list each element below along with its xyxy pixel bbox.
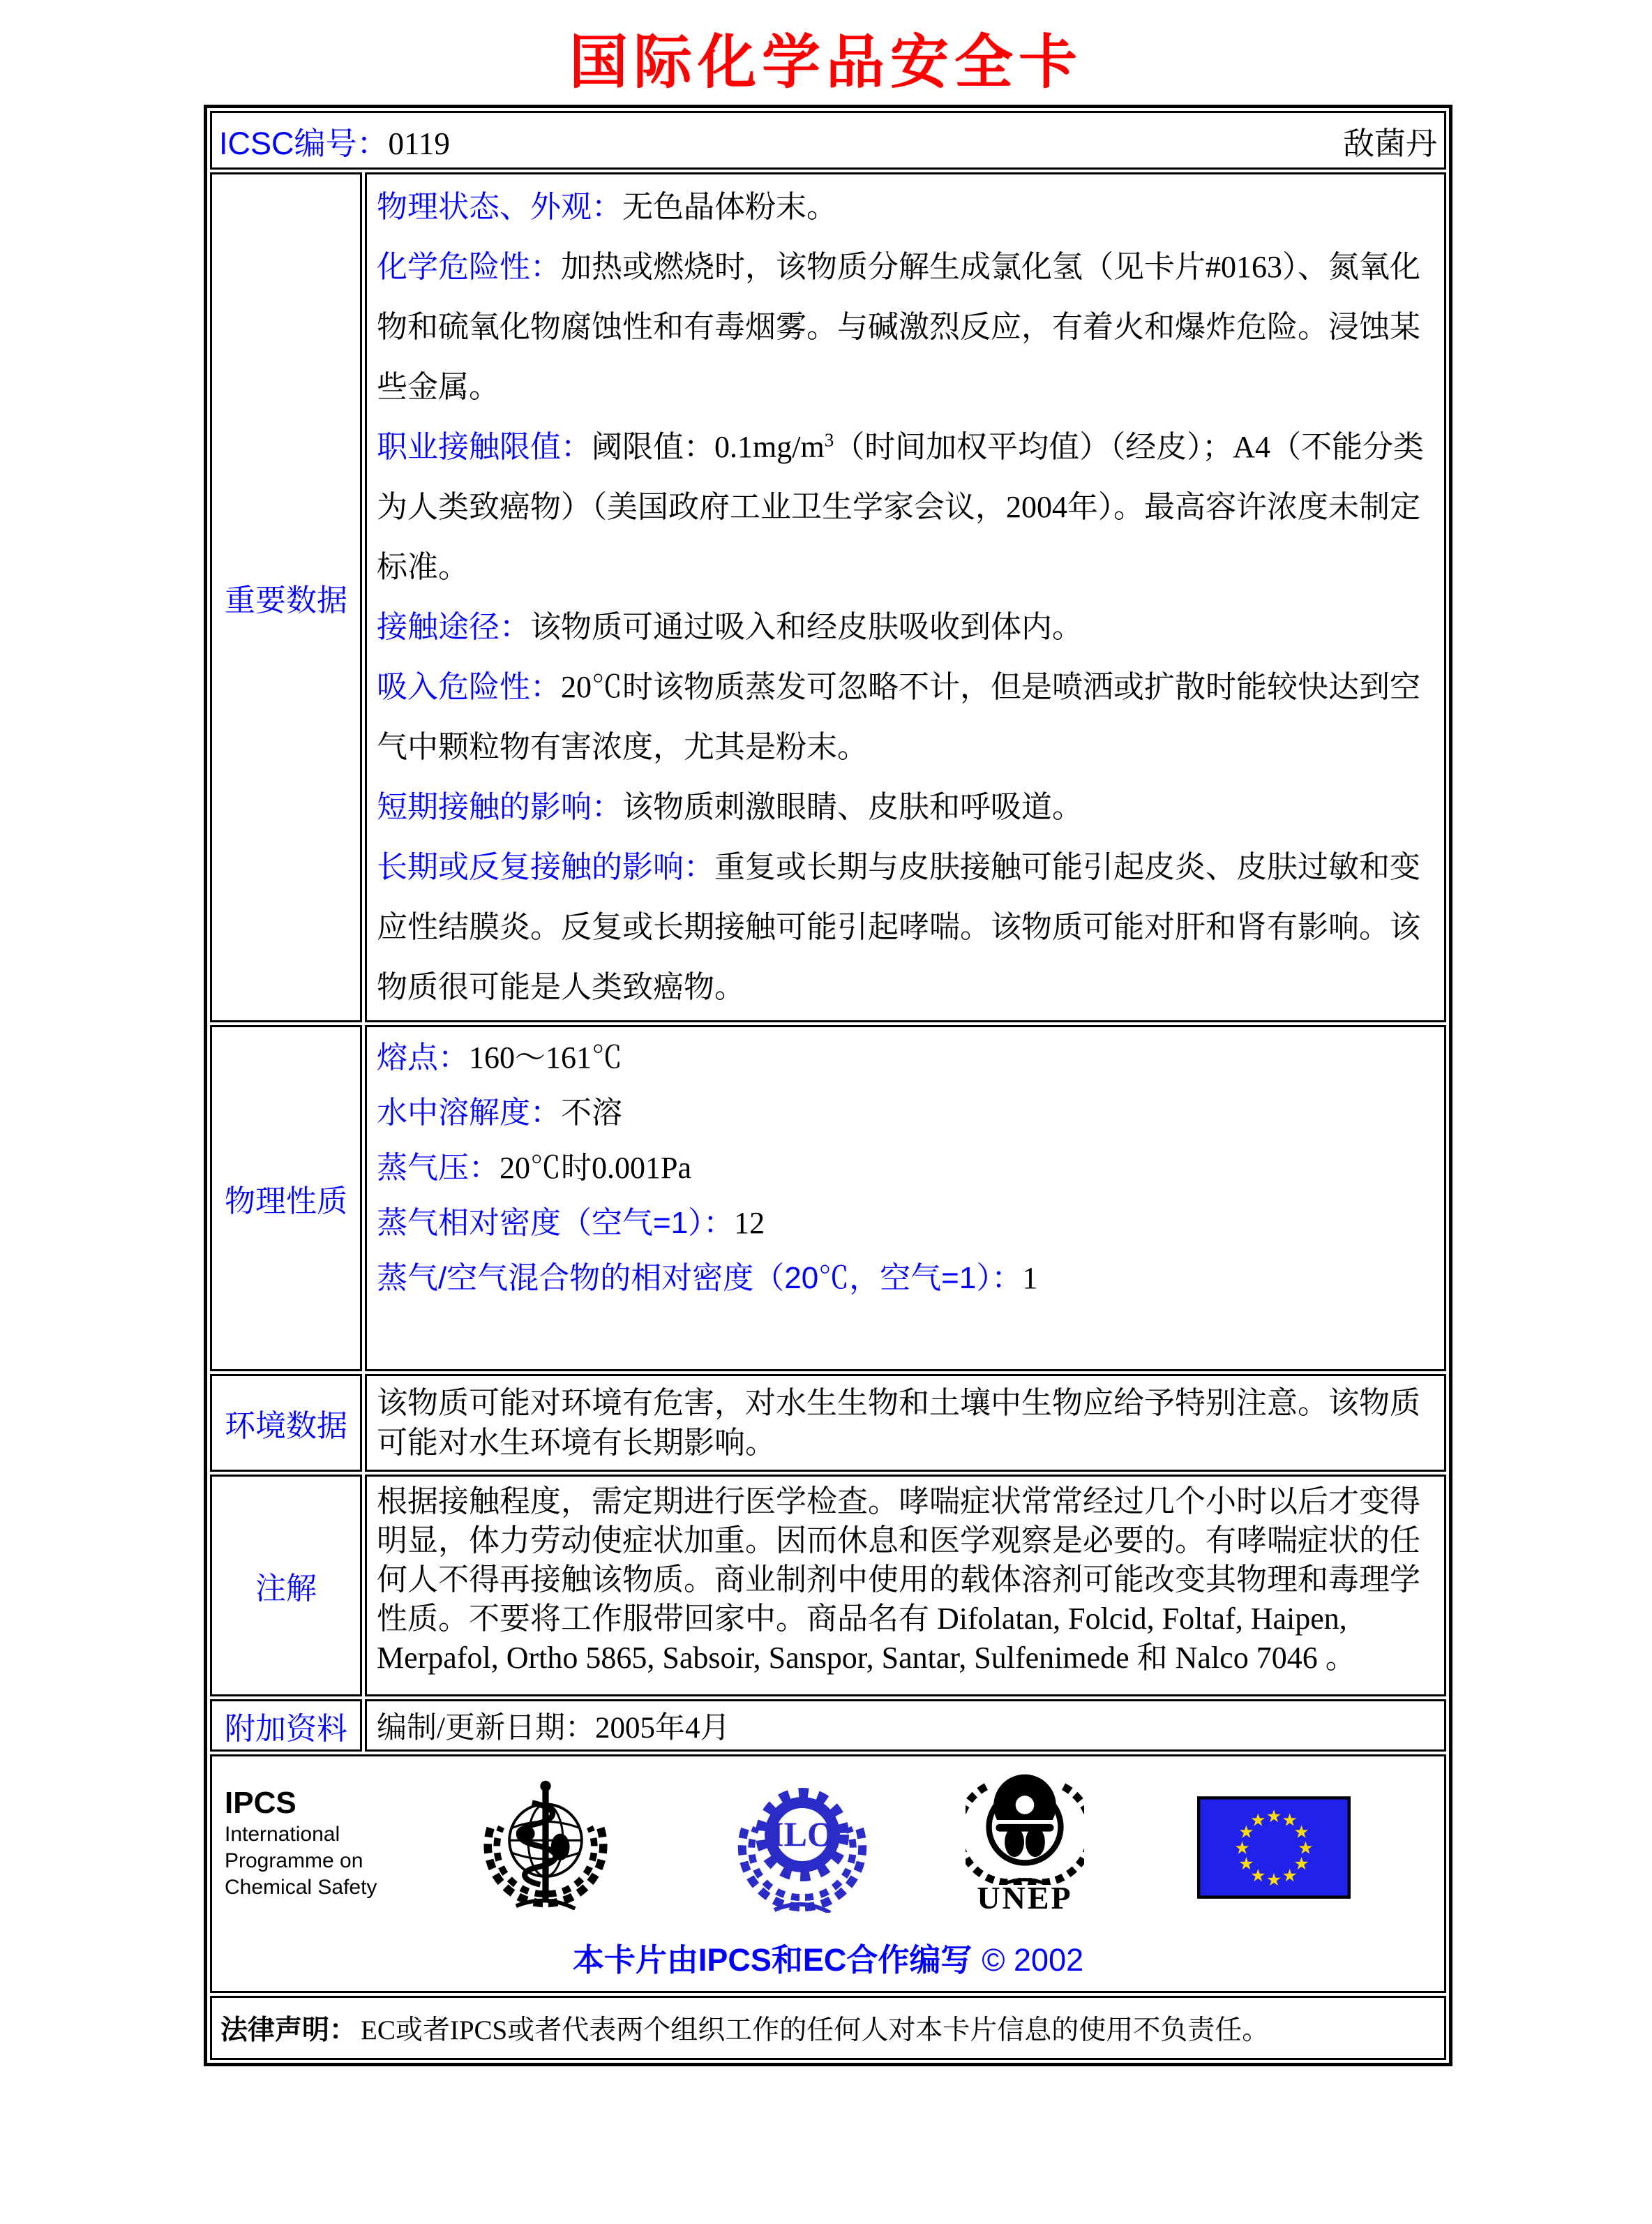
important-data-row-label: 重要数据 <box>210 172 362 1022</box>
melting-point-line: 熔点：160～161℃ <box>377 1040 622 1075</box>
exposure-routes-paragraph: 接触途径：该物质可通过吸入和经皮肤吸收到体内。 <box>377 610 1083 644</box>
ipcs-line-1: International <box>225 1822 340 1846</box>
inhalation-risk-paragraph: 吸入危险性：20℃时该物质蒸发可忽略不计，但是喷洒或扩散时能较快达到空气中颗粒物有害浓度，尤其是粉末。 <box>377 670 1420 764</box>
notes-row <box>210 1475 1446 1696</box>
chemical-name: 敌菌丹 <box>1342 126 1437 161</box>
icsc-number-group <box>219 118 450 163</box>
unep-caption: UNEP <box>977 1880 1073 1916</box>
svg-text:★: ★ <box>1238 1821 1254 1842</box>
superscript-3: 3 <box>824 429 834 451</box>
icsc-number-value: 0119 <box>388 126 450 161</box>
field-label: 短期接触的影响： <box>377 790 622 824</box>
field-label: 长期或反复接触的影响： <box>377 850 714 884</box>
eu-flag-slot <box>1197 1796 1351 1899</box>
svg-text:★: ★ <box>1293 1853 1309 1874</box>
svg-text:★: ★ <box>1266 1805 1282 1826</box>
legal-label: 法律声明： <box>220 2015 357 2045</box>
eu-flag-icon <box>1197 1796 1351 1899</box>
notes-content: 根据接触程度，需定期进行医学检查。哮喘症状常常经过几个小时以后才变得明显，体力劳动使症状加重。因而休息和医学观察是必要的。有哮喘症状的任何人不得再接触该物质。商业制剂中使用的载体溶剂可能改变其物理和毒理学性质。不要将工作服带回家中。商品名有 Difolatan, Folcid, Foltaf, Haipen, Merpafol, Ortho 5865, Sabsoir, Sanspor, Santar, Sulfenimede 和 Nalco 7046 。 <box>365 1475 1446 1696</box>
important-data-content <box>365 172 1446 1022</box>
physical-properties-content <box>365 1025 1446 1371</box>
icsc-number-label: ICSC编号： <box>219 125 389 161</box>
page-title: 国际化学品安全卡 <box>569 29 1083 95</box>
credit-text: 本卡片由IPCS和EC合作编写 <box>572 1942 973 1978</box>
ipcs-acronym: IPCS <box>225 1785 296 1820</box>
field-label: 蒸气压： <box>377 1151 500 1185</box>
logos-row <box>210 1754 1446 1993</box>
field-label: 吸入危险性： <box>377 670 561 704</box>
svg-text:★: ★ <box>1250 1809 1266 1830</box>
who-logo-slot <box>479 1776 613 1910</box>
occupational-exposure-paragraph: 职业接触限值：阈限值：$0.1mg/m^3$（时间加权平均值）（经皮）；A4（不能分类为人类致癌物）（美国政府工业卫生学家会议，2004年）。最高容许浓度未制定标准。 <box>377 429 1424 584</box>
environmental-data-row-label: 环境数据 <box>210 1374 362 1472</box>
header-row <box>210 111 1446 170</box>
svg-text:★: ★ <box>1238 1853 1254 1874</box>
unep-logo-icon <box>966 1769 1084 1885</box>
svg-text:★: ★ <box>1282 1809 1298 1830</box>
additional-info-content <box>365 1699 1446 1752</box>
additional-info-row <box>210 1699 1446 1752</box>
svg-text:★: ★ <box>1266 1869 1282 1890</box>
vapor-air-mixture-density-line: 蒸气/空气混合物的相对密度（20℃，空气=1）：1 <box>377 1261 1038 1295</box>
ipcs-line-2: Programme on <box>225 1849 363 1872</box>
field-label: 熔点： <box>377 1040 469 1075</box>
svg-text:★: ★ <box>1298 1837 1314 1858</box>
important-data-row <box>210 172 1446 1022</box>
unep-logo-slot <box>966 1769 1084 1916</box>
legal-cell <box>210 1996 1446 2060</box>
field-label: 化学危险性： <box>377 250 561 284</box>
who-logo-icon <box>479 1776 613 1910</box>
copyright-text: © 2002 <box>982 1942 1084 1978</box>
svg-text:ILO: ILO <box>770 1814 834 1853</box>
chemical-danger-paragraph: 化学危险性：加热或燃烧时，该物质分解生成氯化氢（见卡片#0163）、氮氧化物和硫氧化物腐蚀性和有毒烟雾。与碱激烈反应，有着火和爆炸危险。浸蚀某些金属。 <box>377 250 1420 404</box>
vapor-density-line: 蒸气相对密度（空气=1）：12 <box>377 1206 765 1240</box>
water-solubility-line: 水中溶解度：不溶 <box>377 1096 622 1130</box>
notes-row-label: 注解 <box>210 1475 362 1696</box>
header-cell <box>210 111 1446 170</box>
short-term-effects-paragraph: 短期接触的影响：该物质刺激眼睛、皮肤和呼吸道。 <box>377 790 1083 824</box>
ipcs-text-block <box>225 1785 412 1901</box>
ilo-logo-slot <box>733 1773 872 1913</box>
field-label: 蒸气相对密度（空气=1）： <box>377 1206 735 1240</box>
physical-properties-row-label: 物理性质 <box>210 1025 362 1371</box>
update-date: 编制/更新日期：2005年4月 <box>377 1712 730 1745</box>
vapor-pressure-line: 蒸气压：20℃时0.001Pa <box>377 1151 691 1185</box>
long-term-effects-paragraph: 长期或反复接触的影响：重复或长期与皮肤接触可能引起皮炎、皮肤过敏和变应性结膜炎。反复或长期接触可能引起哮喘。该物质可能对肝和肾有影响。该物质很可能是人类致癌物。 <box>377 850 1420 1004</box>
environmental-data-content: 该物质可能对环境有危害，对水生生物和土壤中生物应给予特别注意。该物质可能对水生环境有长期影响。 <box>365 1374 1446 1472</box>
logos-cell <box>210 1754 1446 1993</box>
additional-info-row-label: 附加资料 <box>210 1699 362 1752</box>
svg-text:★: ★ <box>1282 1865 1298 1886</box>
ilo-logo-icon <box>733 1773 872 1913</box>
icsc-table <box>204 105 1452 2066</box>
legal-text: EC或者IPCS或者代表两个组织工作的任何人对本卡片信息的使用不负责任。 <box>361 2015 1270 2045</box>
credit-line <box>222 1934 1434 1980</box>
field-label: 蒸气/空气混合物的相对密度（20℃，空气=1）： <box>377 1261 1023 1295</box>
field-label: 职业接触限值： <box>377 430 592 464</box>
physical-state-paragraph: 物理状态、外观：无色晶体粉末。 <box>377 190 837 224</box>
svg-text:★: ★ <box>1250 1865 1266 1886</box>
physical-properties-row <box>210 1025 1446 1371</box>
field-label: 接触途径： <box>377 610 530 644</box>
field-label: 水中溶解度： <box>377 1096 561 1130</box>
legal-row <box>210 1996 1446 2060</box>
svg-text:★: ★ <box>1234 1837 1250 1858</box>
field-label: 物理状态、外观： <box>377 190 622 224</box>
ipcs-line-3: Chemical Safety <box>225 1875 377 1899</box>
logos-strip <box>222 1769 1434 1916</box>
environmental-data-row <box>210 1374 1446 1472</box>
svg-text:★: ★ <box>1293 1821 1309 1842</box>
